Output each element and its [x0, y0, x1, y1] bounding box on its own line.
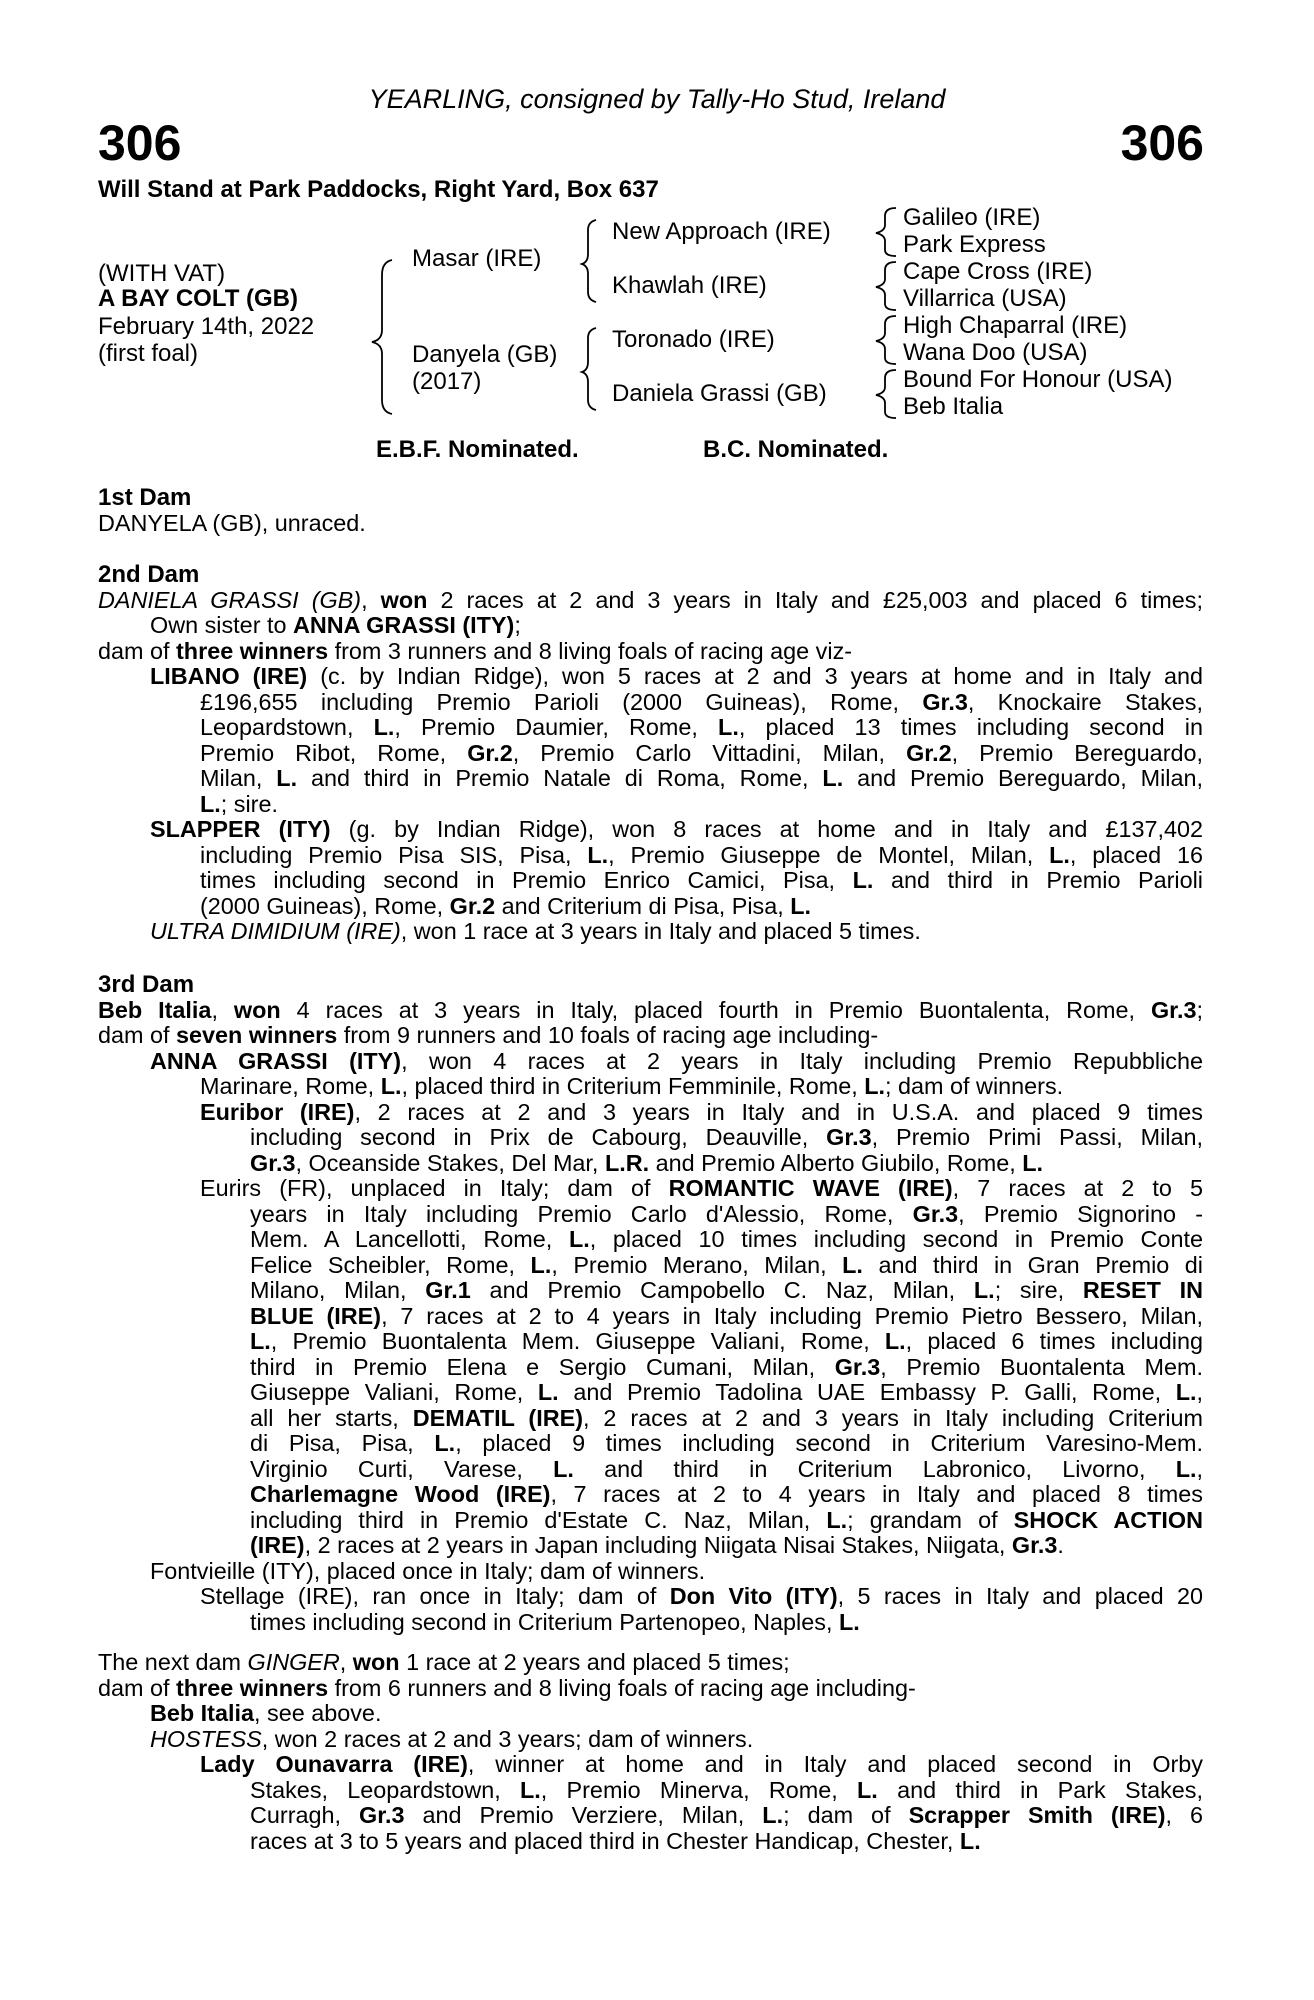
third-dam-line: Beb Italia, won 4 races at 3 years in Italy, placed fourth in Premio Buontalenta, Rome, Gr.3; — [98, 996, 1203, 1023]
progeny-line: Fontvieille (ITY), placed once in Italy; dam of winners. — [150, 1557, 706, 1584]
vat-label: (WITH VAT) — [98, 260, 226, 287]
progeny-line: ULTRA DIMIDIUM (IRE), won 1 race at 3 years in Italy and placed 5 times. — [150, 918, 921, 944]
second-dam-line: dam of three winners from 3 runners and 8 living foals of racing age viz- — [98, 637, 853, 664]
progeny-line: including Premio Pisa SIS, Pisa, L., Premio Giuseppe de Montel, Milan, L., placed 16 — [200, 841, 1203, 868]
dam: Danyela (GB) — [412, 341, 558, 368]
ancestor-7: Bound For Honour (USA) — [903, 366, 1173, 393]
ancestor-6: Wana Doo (USA) — [903, 339, 1088, 366]
second-dam-section — [98, 562, 1203, 945]
progeny-line: races at 3 to 5 years and placed third in Chester Handicap, Chester, L. — [250, 1827, 981, 1854]
stand-location: Will Stand at Park Paddocks, Right Yard, Box 637 — [98, 176, 659, 203]
progeny-line: L., Premio Buontalenta Mem. Giuseppe Valiani, Rome, L., placed 6 times including — [250, 1328, 1203, 1354]
sire-sire: New Approach (IRE) — [612, 218, 831, 245]
ancestor-8: Beb Italia — [903, 393, 1004, 420]
progeny-line: Gr.3, Oceanside Stakes, Del Mar, L.R. and Premio Alberto Giubilo, Rome, L. — [250, 1149, 1044, 1176]
lot-number-right: 306 — [1120, 115, 1204, 171]
first-dam-section — [98, 485, 1203, 536]
progeny-line: times including second in Premio Enrico Camici, Pisa, L. and third in Premio Parioli — [200, 867, 1203, 893]
progeny-line: Stakes, Leopardstown, L., Premio Minerva, Rome, L. and third in Park Stakes, — [250, 1776, 1203, 1803]
ancestor-4: Villarrica (USA) — [903, 285, 1067, 312]
progeny-line: HOSTESS, won 2 races at 2 and 3 years; dam of winners. — [150, 1725, 754, 1752]
second-dam-line: Own sister to ANNA GRASSI (ITY); — [150, 612, 521, 638]
progeny-line: Eurirs (FR), unplaced in Italy; dam of ROMANTIC WAVE (IRE), 7 races at 2 to 5 — [200, 1175, 1204, 1201]
ancestor-1: Galileo (IRE) — [903, 204, 1041, 231]
sire-dam: Khawlah (IRE) — [612, 272, 767, 299]
consignment-header: YEARLING, consigned by Tally-Ho Stud, Ireland — [368, 84, 946, 114]
progeny-line: BLUE (IRE), 7 races at 2 to 4 years in Italy including Premio Pietro Bessero, Milan, — [250, 1302, 1203, 1329]
progeny-line: third in Premio Elena e Sergio Cumani, Milan, Gr.3, Premio Buontalenta Mem. — [250, 1353, 1203, 1380]
progeny-line: including third in Premio d'Estate C. Naz, Milan, L.; grandam of SHOCK ACTION — [250, 1506, 1203, 1533]
progeny-line: Premio Ribot, Rome, Gr.2, Premio Carlo Vittadini, Milan, Gr.2, Premio Bereguardo, — [200, 739, 1203, 766]
progeny-line: times including second in Criterium Partenopeo, Naples, L. — [250, 1608, 860, 1635]
third-dam-line: dam of seven winners from 9 runners and 10 foals of racing age including- — [98, 1022, 879, 1048]
progeny-line: Virginio Curti, Varese, L. and third in Criterium Labronico, Livorno, L., — [250, 1455, 1203, 1482]
third-dam-section — [98, 972, 1203, 1635]
progeny-line: £196,655 including Premio Parioli (2000 Guineas), Rome, Gr.3, Knockaire Stakes, — [200, 688, 1203, 715]
ancestor-5: High Chaparral (IRE) — [903, 312, 1128, 339]
dam-year: (2017) — [412, 368, 482, 395]
next-dam-line: The next dam GINGER, won 1 race at 2 years and placed 5 times; — [98, 1649, 790, 1675]
progeny-line: Leopardstown, L., Premio Daumier, Rome, L., placed 13 times including second in — [200, 714, 1203, 740]
progeny-line: (IRE), 2 races at 2 years in Japan including Niigata Nisai Stakes, Niigata, Gr.3. — [250, 1532, 1064, 1558]
second-dam-line: DANIELA GRASSI (GB), won 2 races at 2 and 3 years in Italy and £25,003 and placed 6 times; — [98, 586, 1203, 613]
progeny-line: Milan, L. and third in Premio Natale di Roma, Rome, L. and Premio Bereguardo, Milan, — [200, 765, 1203, 791]
progeny-line: all her starts, DEMATIL (IRE), 2 races at 2 and 3 years in Italy including Criterium — [250, 1404, 1204, 1431]
ancestor-3: Cape Cross (IRE) — [903, 258, 1093, 285]
foal-note: (first foal) — [98, 340, 199, 367]
progeny-line: including second in Prix de Cabourg, Deauville, Gr.3, Premio Primi Passi, Milan, — [250, 1124, 1203, 1150]
progeny-line: Stellage (IRE), ran once in Italy; dam of Don Vito (ITY), 5 races in Italy and placed 20 — [200, 1583, 1204, 1609]
sire: Masar (IRE) — [412, 245, 542, 272]
next-dam-line: dam of three winners from 6 runners and 8 living foals of racing age including- — [98, 1674, 916, 1701]
progeny-line: Beb Italia, see above. — [150, 1700, 382, 1726]
progeny-line: LIBANO (IRE) (c. by Indian Ridge), won 5 races at 2 and 3 years at home and in Italy and — [150, 663, 1203, 689]
progeny-line: ANNA GRASSI (ITY), won 4 races at 2 years in Italy including Premio Repubbliche — [150, 1047, 1203, 1074]
ancestor-2: Park Express — [903, 231, 1046, 258]
progeny-line: SLAPPER (ITY) (g. by Indian Ridge), won 8 races at home and in Italy and £137,402 — [150, 816, 1204, 842]
progeny-line: Lady Ounavarra (IRE), winner at home and in Italy and placed second in Orby — [200, 1751, 1204, 1777]
dam-dam: Daniela Grassi (GB) — [612, 380, 827, 407]
next-dam-section — [98, 1650, 1203, 1854]
progeny-line: years in Italy including Premio Carlo d'Alessio, Rome, Gr.3, Premio Signorino - — [250, 1200, 1203, 1227]
progeny-line: Mem. A Lancellotti, Rome, L., placed 10 times including second in Premio Conte — [250, 1226, 1203, 1252]
progeny-line: Curragh, Gr.3 and Premio Verziere, Milan, L.; dam of Scrapper Smith (IRE), 6 — [250, 1802, 1203, 1828]
bc-nomination: B.C. Nominated. — [703, 436, 889, 463]
first-dam-text: DANYELA (GB), unraced. — [98, 509, 366, 536]
progeny-line: Marinare, Rome, L., placed third in Criterium Femminile, Rome, L.; dam of winners. — [200, 1073, 1064, 1099]
third-dam-heading: 3rd Dam — [98, 971, 195, 998]
progeny-line: Euribor (IRE), 2 races at 2 and 3 years in Italy and in U.S.A. and placed 9 times — [200, 1098, 1203, 1125]
progeny-line: L.; sire. — [200, 790, 278, 817]
horse-name: A BAY COLT (GB) — [98, 285, 299, 312]
foaling-date: February 14th, 2022 — [98, 313, 315, 340]
progeny-line: (2000 Guineas), Rome, Gr.2 and Criterium di Pisa, Pisa, L. — [200, 892, 812, 919]
first-dam-heading: 1st Dam — [98, 484, 192, 511]
dam-sire: Toronado (IRE) — [612, 326, 775, 353]
progeny-line: Giuseppe Valiani, Rome, L. and Premio Tadolina UAE Embassy P. Galli, Rome, L., — [250, 1379, 1203, 1405]
ebf-nomination: E.B.F. Nominated. — [376, 436, 579, 463]
progeny-line: Felice Scheibler, Rome, L., Premio Merano, Milan, L. and third in Gran Premio di — [250, 1251, 1203, 1278]
progeny-line: Charlemagne Wood (IRE), 7 races at 2 to 4 years in Italy and placed 8 times — [250, 1481, 1204, 1507]
progeny-line: Milano, Milan, Gr.1 and Premio Campobello C. Naz, Milan, L.; sire, RESET IN — [250, 1277, 1203, 1303]
progeny-line: di Pisa, Pisa, L., placed 9 times including second in Criterium Varesino-Mem. — [250, 1430, 1203, 1456]
lot-number-left: 306 — [98, 115, 182, 171]
second-dam-heading: 2nd Dam — [98, 561, 200, 588]
